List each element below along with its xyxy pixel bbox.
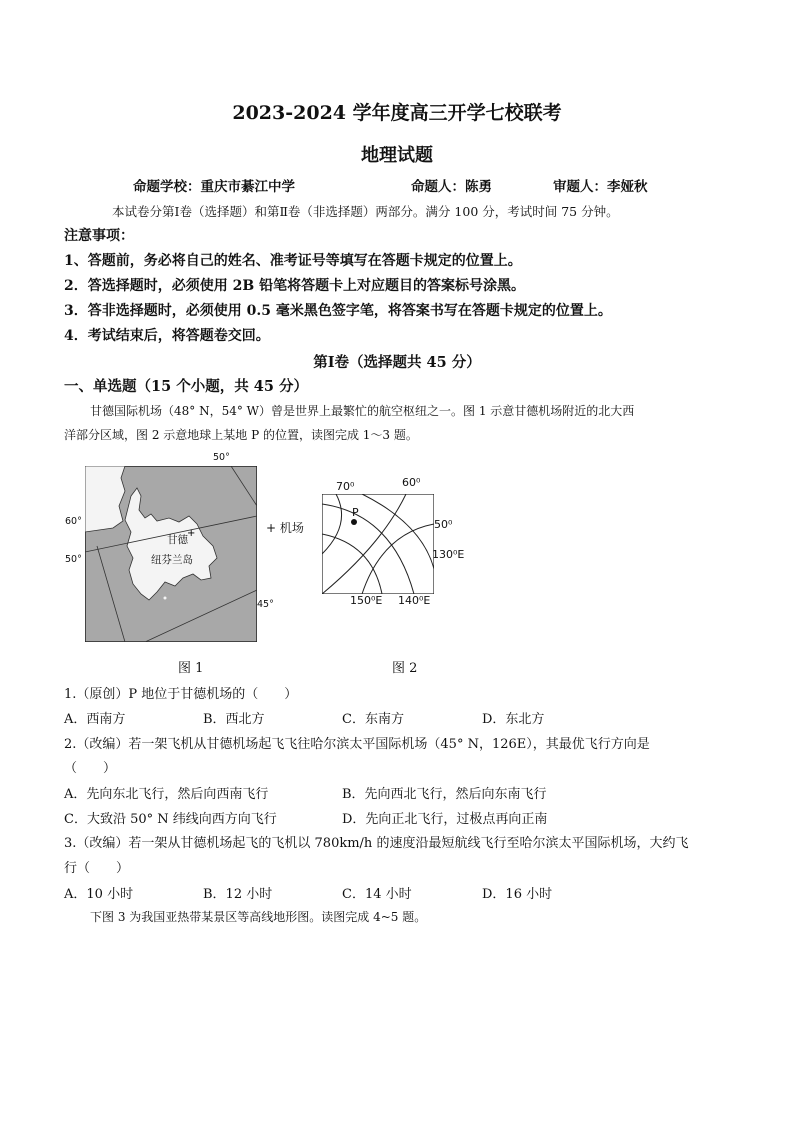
question-2-stem-cont: （ ） (64, 761, 117, 776)
note-item: 3．答非选择题时，必须使用 0.5 毫米黑色签字笔，将答案书写在答题卡规定的位置上。 (64, 303, 612, 319)
q1-option-a: A．西南方 (64, 712, 126, 727)
question-3-stem-cont: 行（ ） (64, 861, 130, 876)
fig2-label: 50⁰ (434, 518, 453, 531)
map-place-gander: 甘德 (167, 534, 188, 546)
map-place-newfoundland: 纽芬兰岛 (151, 554, 193, 566)
map-lat-label: 50° (213, 452, 230, 463)
figure-2 (322, 476, 465, 607)
point-p-marker (351, 519, 357, 525)
fig2-label: 60⁰ (402, 476, 421, 489)
fig2-point-label: P (352, 506, 359, 519)
reviewer-label: 审题人：李娅秋 (553, 179, 648, 195)
section-title: 第Ⅰ卷（选择题共 45 分） (313, 354, 481, 371)
fig2-label: 70⁰ (336, 480, 355, 493)
airport-symbol-icon: + (266, 521, 280, 535)
q3-option-c: C．14 小时 (342, 887, 412, 902)
q1-option-c: C．东南方 (342, 712, 404, 727)
q1-option-b: B．西北方 (203, 712, 265, 727)
passage-line: 洋部分区域，图 2 示意地球上某地 P 的位置，读图完成 1～3 题。 (64, 428, 418, 442)
exam-intro: 本试卷分第Ⅰ卷（选择题）和第Ⅱ卷（非选择题）两部分。满分 100 分，考试时间 75 分钟。 (112, 204, 619, 219)
airport-legend (266, 519, 304, 536)
q2-option-b: B．先向西北飞行，然后向东南飞行 (342, 787, 547, 802)
q1-option-d: D．东北方 (482, 712, 545, 727)
map-lat-label: 60° (65, 516, 82, 527)
note-item: 2．答选择题时，必须使用 2B 铅笔将答题卡上对应题目的答案标号涂黑。 (64, 278, 526, 294)
question-2-stem: 2.（改编）若一架飞机从甘德机场起飞飞往哈尔滨太平国际机场（45° N，126E），其最优飞行方向是 (64, 737, 650, 752)
map-lat-label: 50° (65, 554, 82, 565)
q2-option-c: C．大致沿 50° N 纬线向西方向飞行 (64, 812, 277, 827)
school-label: 命题学校：重庆市綦江中学 (133, 179, 295, 195)
note-item: 4．考试结束后，将答题卷交回。 (64, 328, 270, 344)
airport-legend-label: 机场 (279, 521, 304, 535)
figure-1 (65, 452, 274, 642)
fig2-label: 140⁰E (398, 594, 431, 607)
svg-text:+: + (187, 528, 196, 539)
note-item: 1、答题前，务必将自己的姓名、准考证号等填写在答题卡规定的位置上。 (64, 253, 522, 269)
figure-2-caption: 图 2 (392, 661, 418, 676)
notes-heading: 注意事项： (64, 228, 134, 244)
subject-title: 地理试题 (361, 145, 433, 166)
question-3-stem: 3.（改编）若一架从甘德机场起飞的飞机以 780km/h 的速度沿最短航线飞行至哈尔滨太平国际机场，大约飞 (64, 836, 689, 851)
passage-line: 甘德国际机场（48° N，54° W）曾是世界上最繁忙的航空枢纽之一。图 1 示意甘德机场附近的北大西 (90, 404, 635, 418)
passage-2: 下图 3 为我国亚热带某景区等高线地形图。读图完成 4~5 题。 (90, 910, 427, 924)
q3-option-a: A．10 小时 (64, 887, 134, 902)
q2-option-a: A．先向东北飞行，然后向西南飞行 (64, 787, 269, 802)
fig2-label: 150⁰E (350, 594, 383, 607)
fig2-label: 130⁰E (432, 548, 465, 561)
figure-1-caption: 图 1 (178, 661, 204, 676)
q3-option-b: B．12 小时 (203, 887, 273, 902)
q2-option-d: D．先向正北飞行，过极点再向正南 (342, 812, 548, 827)
figure-2-graticule (322, 494, 434, 594)
author-label: 命题人：陈勇 (411, 179, 492, 195)
question-1-stem: 1.（原创）P 地位于甘德机场的（ ） (64, 687, 298, 702)
q3-option-d: D．16 小时 (482, 887, 553, 902)
exam-title: 2023-2024 学年度高三开学七校联考 (232, 102, 562, 124)
map-lat-label: 45° (257, 599, 274, 610)
part-title: 一、单选题（15 个小题，共 45 分） (64, 378, 308, 395)
